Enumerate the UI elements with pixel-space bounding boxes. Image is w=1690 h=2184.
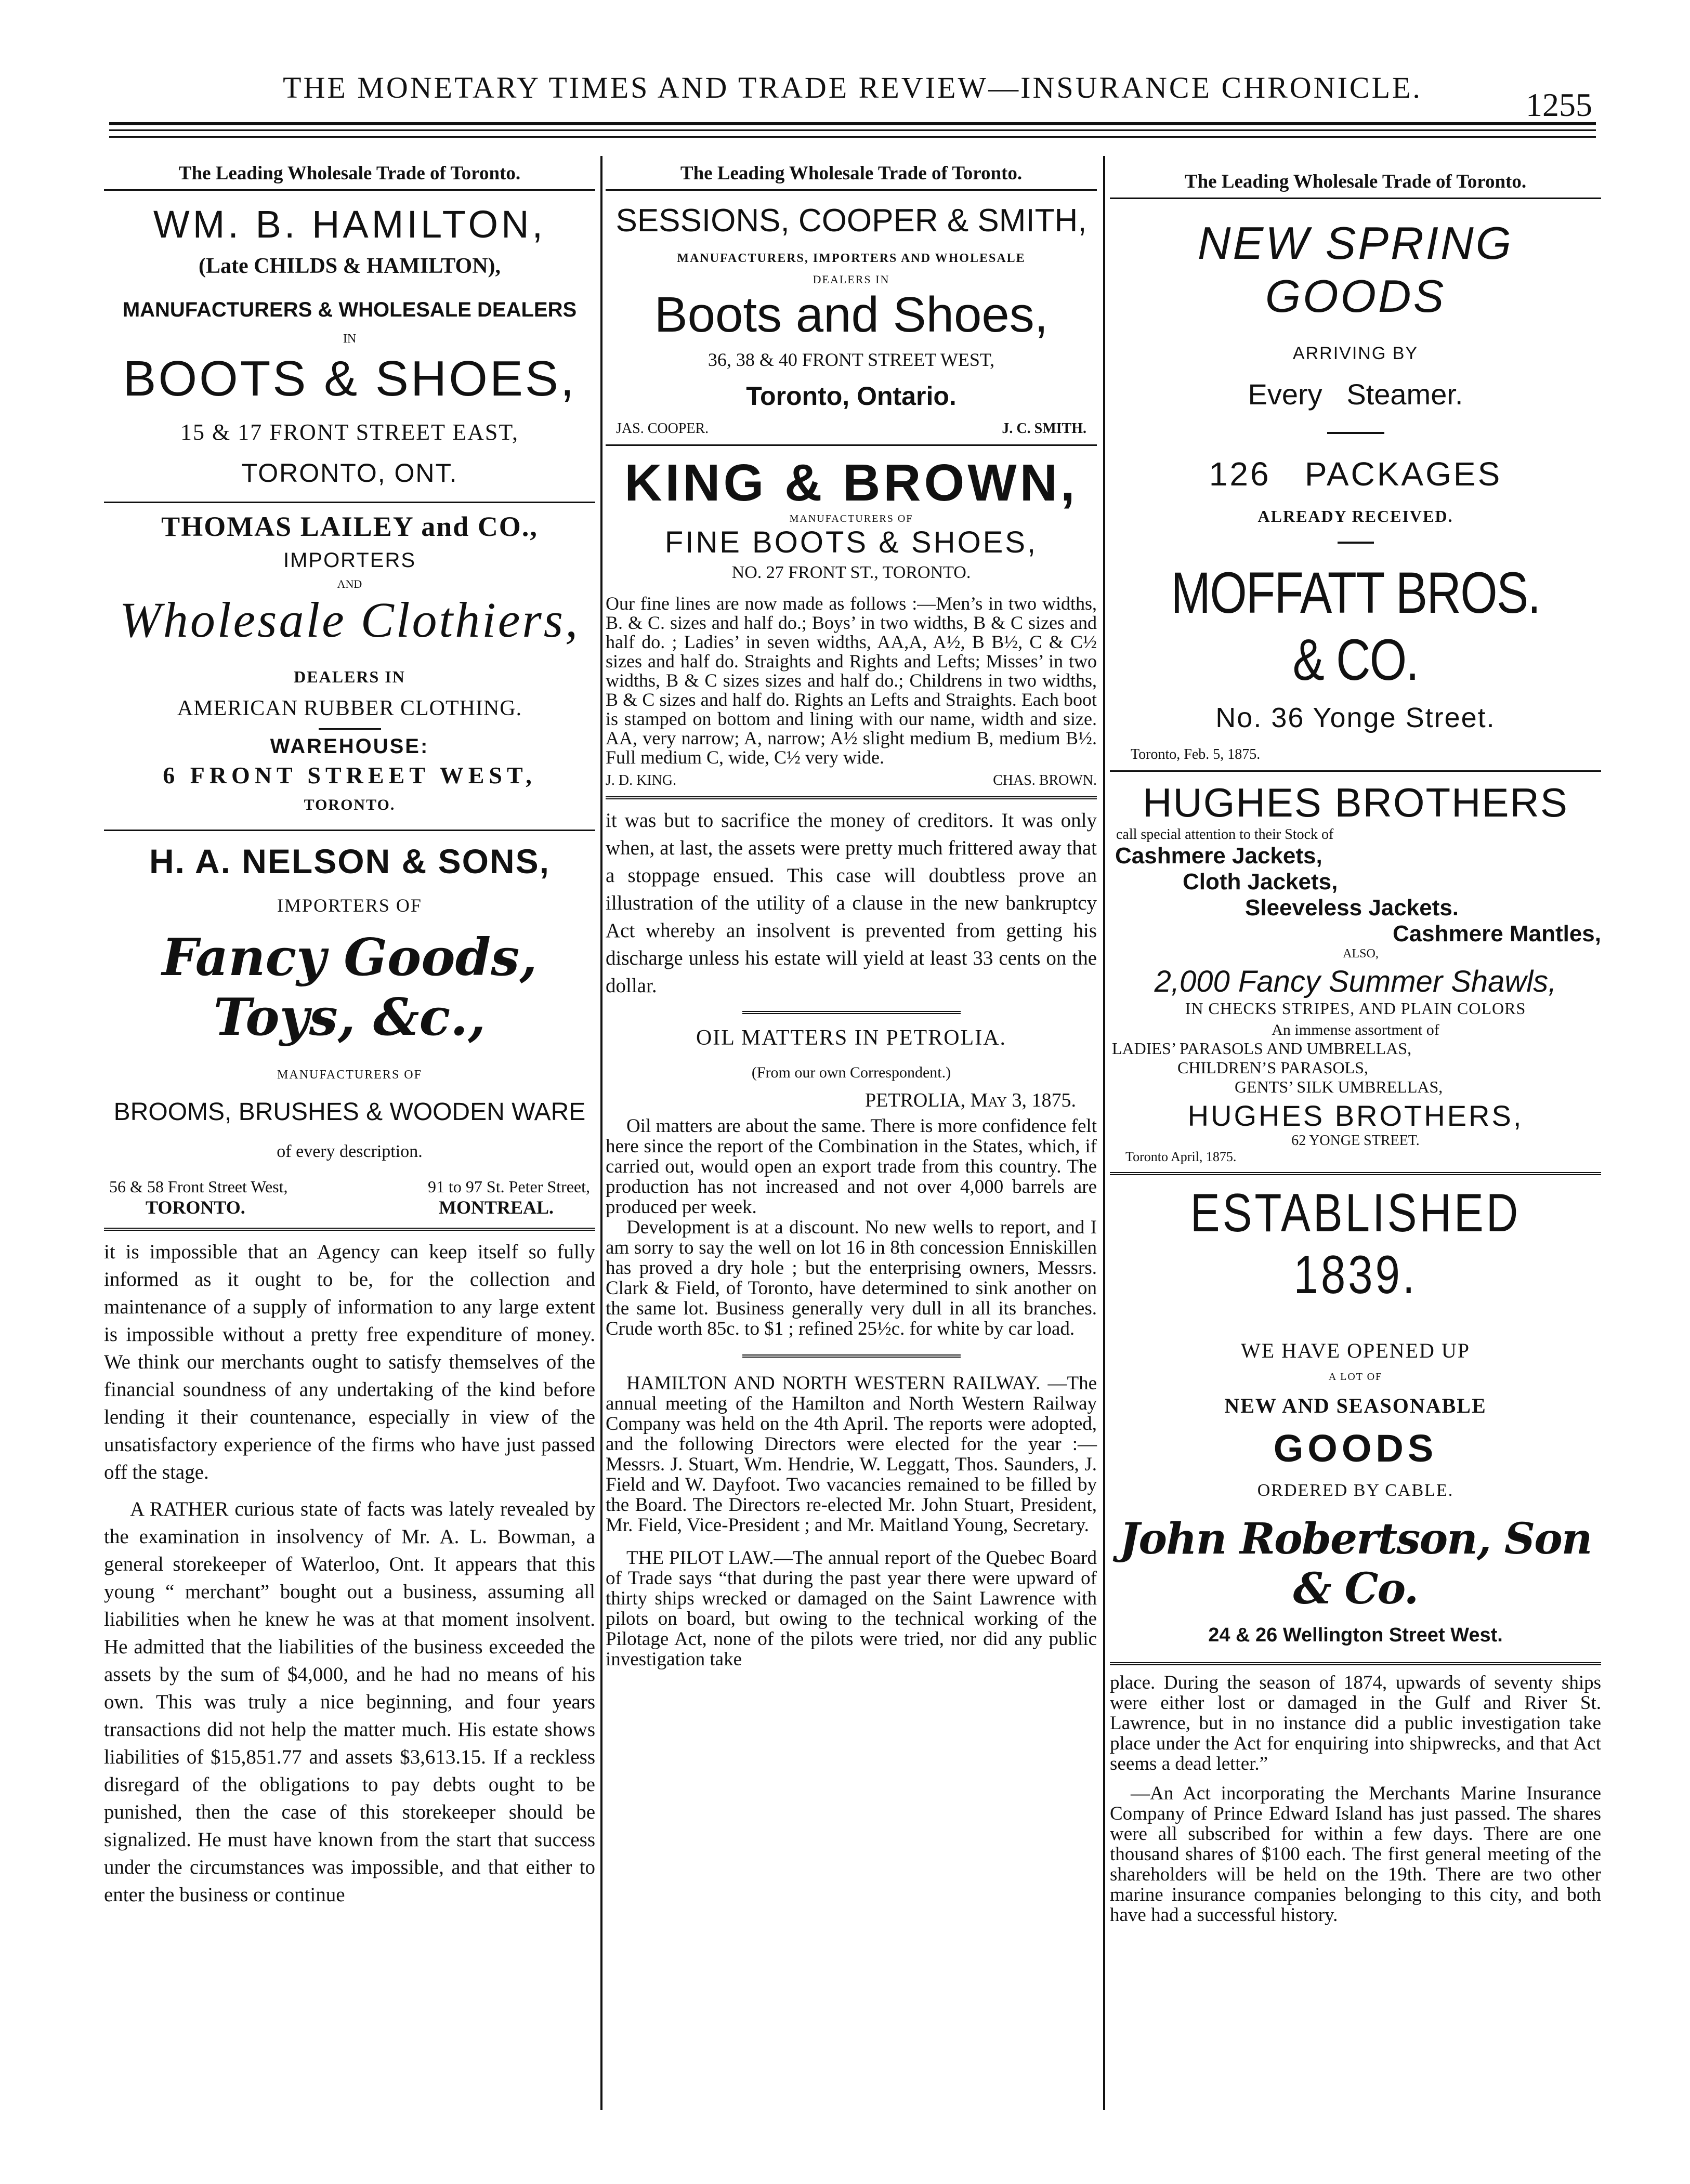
ad-item: Cashmere Jackets,: [1115, 843, 1322, 869]
ad-partner-right: J. C. SMITH.: [1002, 420, 1086, 437]
king-brown-ad: [606, 453, 1097, 789]
ad-address-left: 56 & 58 Front Street West,: [109, 1177, 288, 1196]
ad-firm-name: [1110, 559, 1601, 693]
article-dateline: PETROLIA, May 3, 1875.: [865, 1089, 1076, 1111]
ad-firm-name: H. A. NELSON & SONS,: [149, 842, 550, 880]
ad-address: 24 & 26 Wellington Street West.: [1208, 1624, 1503, 1646]
ad-address: 36, 38 & 40 FRONT STREET WEST,: [708, 349, 995, 370]
sessions-ad: [606, 202, 1097, 437]
column-3: [1110, 156, 1601, 2110]
article-paragraph: A RATHER curious state of facts was lately revealed by the examination in insolvency of Mr. A. L. Bowman, a general storekeeper of Waterloo, Ont. It appears that this young “ merchant” bought out a business, assuming all liabilities when he knew he was at that moment insolvent. He admitted that the liabilities of the business exceeded the assets by the sum of $4,000, and he had no means of his own. This was truly a nice beginning, and four years transactions did not help the matter much. His estate shows liabilities of $15,851.77 and assets $3,613.15. If a reckless disregard of the obligations to pay debts ought to be punished, then the case of this storekeeper should be signalized. He must have known from the start that success under the circumstances was impossible, and that either to enter the business or continue: [104, 1498, 595, 1906]
ad-firm-name: HUGHES BROTHERS: [1143, 780, 1568, 825]
article-paragraph: Development is at a discount. No new wells to report, and I am sorry to say the well on lot 16 in 8th concession Enniskillen has proved a dry hole ; but the enterprising owners, Messrs. Clark & Field, of Toronto, have determined to sink another on the same lot. Business generally very dull in all its branches. Crude worth 85c. to $1 ; refined 25½c. for white by car load.: [606, 1217, 1097, 1339]
ad-desc: of every description.: [277, 1142, 423, 1161]
section-divider: [104, 1228, 595, 1231]
oil-article: [606, 1116, 1097, 1339]
mini-rule: [1327, 432, 1384, 434]
mini-rule: [319, 728, 381, 730]
ad-line: GENTS’ SILK UMBRELLAS,: [1235, 1077, 1443, 1096]
ad-subtitle: (Late CHILDS & HAMILTON),: [198, 254, 501, 278]
nelson-ad: [104, 841, 595, 1218]
lailey-ad: [104, 510, 595, 814]
established-text: ESTABLISHED 1839.: [1190, 1183, 1521, 1305]
robertson-ad: [1110, 1182, 1601, 1647]
ad-established: [1110, 1182, 1601, 1306]
ad-ordered: ORDERED BY CABLE.: [1257, 1481, 1454, 1500]
header-rule-thin: [109, 136, 1596, 138]
ad-line: LADIES’ PARASOLS AND UMBRELLAS,: [1112, 1039, 1412, 1058]
ad-city: Toronto, Ontario.: [746, 381, 957, 411]
section-divider: [742, 1354, 961, 1358]
editorial-article: [1110, 1673, 1601, 1925]
ad-goods: BOOTS & SHOES,: [123, 351, 577, 406]
news-items: [606, 1373, 1097, 1669]
ad-firm-name: THOMAS LAILEY and CO.,: [161, 511, 538, 542]
section-divider: [1110, 1662, 1601, 1665]
ad-divider: [1110, 770, 1601, 772]
ad-connector: AND: [337, 577, 362, 590]
column-header: The Leading Wholesale Trade of Toronto.: [606, 156, 1097, 191]
ad-address: 6 FRONT STREET WEST,: [163, 762, 536, 788]
ad-line: BROOMS, BRUSHES & WOODEN WARE: [113, 1098, 586, 1126]
ad-firm-name: John Robertson, Son & Co.: [1119, 1514, 1592, 1614]
ad-firm-name: SESSIONS, COOPER & SMITH,: [615, 203, 1087, 239]
ad-warehouse: WAREHOUSE:: [270, 735, 429, 758]
ad-packages: 126 PACKAGES: [1209, 455, 1502, 493]
ad-manuf: MANUFACTURERS OF: [277, 1068, 422, 1082]
ad-received: ALREADY RECEIVED.: [1257, 507, 1453, 525]
ad-new: NEW AND SEASONABLE: [1224, 1394, 1487, 1417]
ad-body: Our fine lines are now made as follows :—Men’s in two widths, B. & C. sizes and half do.; Boys’ in two widths, B & C sizes and half do. ; Ladies’ in seven widths, AA,A, A½, B B½, C & C½ sizes and half do. Straights and Rights and Lefts; Misses’ in two widths, B & C sizes sizes and half do.; Childrens in two widths, B & C sizes and half do. Rights an Lefts and Straights. Each boot is stamped on bottom and lining with our name, width and size. AA, very narrow; A, narrow; A½ slight medium B, medium B½. Full medium C, wide, C½ very wide.: [606, 593, 1097, 768]
page-number: 1255: [1526, 86, 1592, 123]
ad-goods: GOODS: [1273, 1427, 1438, 1470]
ad-divider: [104, 830, 595, 831]
ad-line: CHILDREN’S PARASOLS,: [1177, 1058, 1368, 1077]
ad-shawls: 2,000 Fancy Summer Shawls,: [1154, 965, 1557, 998]
ad-item: Sleeveless Jackets.: [1245, 895, 1459, 920]
firm-name-text: MOFFATT BROS. & CO.: [1171, 560, 1540, 692]
ad-goods: Fancy Goods, Toys, &c.,: [162, 928, 538, 1047]
article-paragraph: —An Act incorporating the Merchants Marine Insurance Company of Prince Edward Island has just passed. The shares were all subscribed for within a few days. There are one thousand shares of $100 each. The first general meeting of the shareholders will be held on the 19th. There are two other marine insurance companies belonging to this city, and both have had a successful history.: [1110, 1783, 1601, 1926]
article-paragraph: THE PILOT LAW.—The annual report of the Quebec Board of Trade says “that during the past year there were upward of thirty ships wrecked or damaged on the Saint Lawrence with pilots on board, but owing to the technical working of the Pilotage Act, none of the pilots were tried, nor did any public investigation take: [606, 1547, 1097, 1670]
article-paragraph: HAMILTON AND NORTH WESTERN RAILWAY. —The annual meeting of the Hamilton and North Western Railway Company was held on the 4th April. The reports were adopted, and the following Directors were elected for the year :—Messrs. J. Stuart, Wm. Hendrie, W. Leggatt, Thos. Saunders, J. Field and W. Dayfoot. Two vacancies remained to be filled by the Board. The Directors re-elected Mr. John Stuart, President, Mr. Field, Vice-President ; and Mr. Maitland Young, Secretary.: [606, 1373, 1097, 1536]
ad-role: IMPORTERS OF: [277, 895, 422, 916]
ad-item: Cashmere Mantles,: [1392, 921, 1601, 946]
ad-date: Toronto, Feb. 5, 1875.: [1131, 746, 1261, 762]
article-paragraph: place. During the season of 1874, upwards of seventy ships were either lost or damaged in the Gulf and River St. Lawrence, but in no instance did a public investigation take place under the Act for enquiring into shipwrecks, and that Act seems a dead letter.”: [1110, 1672, 1601, 1774]
article-title: OIL MATTERS IN PETROLIA.: [696, 1026, 1007, 1050]
ad-assortment: An immense assortment of: [1272, 1021, 1439, 1038]
ad-date: Toronto April, 1875.: [1125, 1149, 1237, 1164]
ad-manuf: MANUFACTURERS OF: [789, 513, 913, 524]
section-divider: [606, 796, 1097, 799]
ad-divider: [606, 444, 1097, 446]
column-divider: [600, 156, 602, 2110]
hughes-ad: [1110, 779, 1601, 1165]
hamilton-ad: [104, 202, 595, 488]
ad-item: Cloth Jackets,: [1183, 869, 1338, 894]
ad-city-left: TORONTO.: [146, 1197, 245, 1218]
ad-address: 15 & 17 FRONT STREET EAST,: [180, 419, 519, 445]
ad-divider: [1110, 1172, 1601, 1175]
ad-city: TORONTO.: [304, 796, 396, 813]
ad-city-right: MONTREAL.: [438, 1197, 554, 1218]
ad-goods: Boots and Shoes,: [654, 287, 1049, 343]
masthead-title: THE MONETARY TIMES AND TRADE REVIEW—INSURANCE CHRONICLE.: [283, 71, 1422, 104]
ad-steamer: Every Steamer.: [1248, 378, 1463, 411]
header-rule: [109, 122, 1596, 131]
ad-role: MANUFACTURERS & WHOLESALE DEALERS: [122, 298, 577, 321]
ad-also: ALSO,: [1343, 947, 1379, 961]
article-paragraph: it was but to sacrifice the money of creditors. It was only when, at last, the assets were pretty much frittered away that a stoppage ensued. This case will doubtless prove an illustration of the utility of a clause in the new bankruptcy Act whereby an insolvent is prevented from getting his discharge unless his estate will yield at least 33 cents on the dollar.: [606, 809, 1097, 997]
ad-role: IMPORTERS: [283, 549, 416, 572]
ad-firm-name: WM. B. HAMILTON,: [153, 203, 546, 246]
ad-goods: Wholesale Clothiers,: [119, 592, 580, 648]
column-2: [606, 156, 1097, 2110]
column-1: [104, 156, 595, 2110]
article-paragraph: Oil matters are about the same. There is more confidence felt here since the report of the Combination in the States, which, if carried out, would open an export trade from this country. The production has not increased and not over 4,000 barrels are produced per week.: [606, 1115, 1097, 1218]
column-header: The Leading Wholesale Trade of Toronto.: [104, 156, 595, 191]
editorial-article: [104, 1238, 595, 1909]
section-divider: [742, 1011, 961, 1014]
ad-firm-name: KING & BROWN,: [624, 454, 1078, 512]
moffatt-ad: [1110, 217, 1601, 763]
mini-rule: [1338, 542, 1374, 544]
article-source: (From our own Correspondent.): [751, 1064, 951, 1081]
ad-colors: IN CHECKS STRIPES, AND PLAIN COLORS: [1185, 999, 1526, 1018]
ad-intro: call special attention to their Stock of: [1116, 826, 1334, 843]
ad-address: No. 36 Yonge Street.: [1215, 702, 1496, 733]
editorial-article: [606, 807, 1097, 999]
ad-arriving: ARRIVING BY: [1292, 344, 1419, 363]
ad-address-right: 91 to 97 St. Peter Street,: [428, 1177, 590, 1196]
ad-city: TORONTO, ONT.: [241, 458, 458, 488]
ad-partner-left: J. D. KING.: [606, 772, 677, 788]
ad-address: NO. 27 FRONT ST., TORONTO.: [731, 563, 971, 582]
ad-goods: FINE BOOTS & SHOES,: [664, 525, 1038, 559]
ad-opened: WE HAVE OPENED UP: [1240, 1339, 1471, 1362]
ad-line: AMERICAN RUBBER CLOTHING.: [177, 696, 522, 720]
ad-dealers: DEALERS IN: [813, 273, 890, 286]
ad-firm-name: HUGHES BROTHERS,: [1187, 1099, 1524, 1132]
ad-connector: IN: [343, 332, 357, 346]
ad-title: NEW SPRING GOODS: [1197, 217, 1514, 322]
ad-partner-left: JAS. COOPER.: [616, 420, 709, 437]
ad-role: MANUFACTURERS, IMPORTERS AND WHOLESALE: [677, 252, 1026, 265]
ad-lot: A LOT OF: [1328, 1371, 1383, 1383]
ad-dealers: DEALERS IN: [294, 667, 405, 686]
article-paragraph: it is impossible that an Agency can keep itself so fully informed as it ought to be, for the collection and maintenance of a supply of information to any large extent is impossible without a pretty free expenditure of money. We think our merchants ought to satisfy themselves of the financial soundness of any undertaking of the kind before lending it their countenance, especially in view of the unsatisfactory experience of the firms who have just passed off the stage.: [104, 1241, 595, 1483]
ad-address: 62 YONGE STREET.: [1291, 1133, 1420, 1149]
column-header: The Leading Wholesale Trade of Toronto.: [1110, 164, 1601, 199]
ad-divider: [104, 502, 595, 503]
column-divider: [1103, 156, 1105, 2110]
ad-partner-right: CHAS. BROWN.: [993, 772, 1097, 788]
